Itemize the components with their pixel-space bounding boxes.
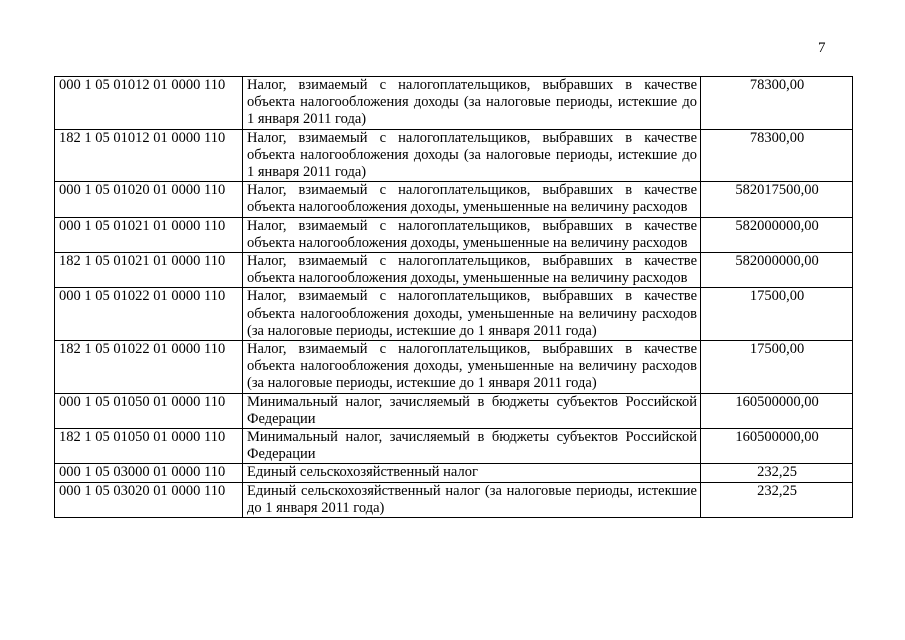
page-number: 7 <box>818 40 826 56</box>
amount-cell: 160500000,00 <box>701 429 853 464</box>
budget-code-cell: 182 1 05 01050 01 0000 110 <box>55 429 243 464</box>
budget-code-cell: 000 1 05 01022 01 0000 110 <box>55 288 243 341</box>
income-name-cell: Минимальный налог, зачисляемый в бюджеты субъектов Российской Федерации <box>243 429 701 464</box>
amount-cell: 78300,00 <box>701 77 853 130</box>
budget-code-cell: 000 1 05 03020 01 0000 110 <box>55 482 243 517</box>
table-row <box>55 182 853 217</box>
income-name-cell: Налог, взимаемый с налогоплательщиков, выбравших в качестве объекта налогообложения доходы, уменьшенные на величину расходов <box>243 217 701 252</box>
budget-revenue-table <box>54 76 853 518</box>
table-row <box>55 393 853 428</box>
income-name-cell: Налог, взимаемый с налогоплательщиков, выбравших в качестве объекта налогообложения доходы, уменьшенные на величину расходов (за налоговые периоды, истекшие до 1 января 2011 года) <box>243 288 701 341</box>
amount-cell: 582017500,00 <box>701 182 853 217</box>
budget-code-cell: 182 1 05 01012 01 0000 110 <box>55 129 243 182</box>
income-name-cell: Минимальный налог, зачисляемый в бюджеты субъектов Российской Федерации <box>243 393 701 428</box>
table-row <box>55 341 853 394</box>
income-name-cell: Налог, взимаемый с налогоплательщиков, выбравших в качестве объекта налогообложения доходы (за налоговые периоды, истекшие до 1 января 2011 года) <box>243 129 701 182</box>
table-row <box>55 288 853 341</box>
income-name-cell: Единый сельскохозяйственный налог (за налоговые периоды, истекшие до 1 января 2011 года) <box>243 482 701 517</box>
amount-cell: 17500,00 <box>701 288 853 341</box>
amount-cell: 78300,00 <box>701 129 853 182</box>
budget-code-cell: 000 1 05 01020 01 0000 110 <box>55 182 243 217</box>
income-name-cell: Налог, взимаемый с налогоплательщиков, выбравших в качестве объекта налогообложения доходы, уменьшенные на величину расходов (за налоговые периоды, истекшие до 1 января 2011 года) <box>243 341 701 394</box>
amount-cell: 582000000,00 <box>701 253 853 288</box>
budget-code-cell: 000 1 05 01021 01 0000 110 <box>55 217 243 252</box>
income-name-cell: Единый сельскохозяйственный налог <box>243 464 701 482</box>
table-row <box>55 482 853 517</box>
amount-cell: 582000000,00 <box>701 217 853 252</box>
table-row <box>55 464 853 482</box>
table-row <box>55 77 853 130</box>
income-name-cell: Налог, взимаемый с налогоплательщиков, выбравших в качестве объекта налогообложения доходы, уменьшенные на величину расходов <box>243 182 701 217</box>
amount-cell: 232,25 <box>701 482 853 517</box>
amount-cell: 232,25 <box>701 464 853 482</box>
amount-cell: 160500000,00 <box>701 393 853 428</box>
income-name-cell: Налог, взимаемый с налогоплательщиков, выбравших в качестве объекта налогообложения доходы, уменьшенные на величину расходов <box>243 253 701 288</box>
budget-code-cell: 000 1 05 01012 01 0000 110 <box>55 77 243 130</box>
table-row <box>55 217 853 252</box>
table-row <box>55 429 853 464</box>
budget-code-cell: 182 1 05 01021 01 0000 110 <box>55 253 243 288</box>
budget-code-cell: 000 1 05 03000 01 0000 110 <box>55 464 243 482</box>
amount-cell: 17500,00 <box>701 341 853 394</box>
table-row <box>55 129 853 182</box>
budget-code-cell: 182 1 05 01022 01 0000 110 <box>55 341 243 394</box>
table-row <box>55 253 853 288</box>
income-name-cell: Налог, взимаемый с налогоплательщиков, выбравших в качестве объекта налогообложения доходы (за налоговые периоды, истекшие до 1 января 2011 года) <box>243 77 701 130</box>
budget-code-cell: 000 1 05 01050 01 0000 110 <box>55 393 243 428</box>
